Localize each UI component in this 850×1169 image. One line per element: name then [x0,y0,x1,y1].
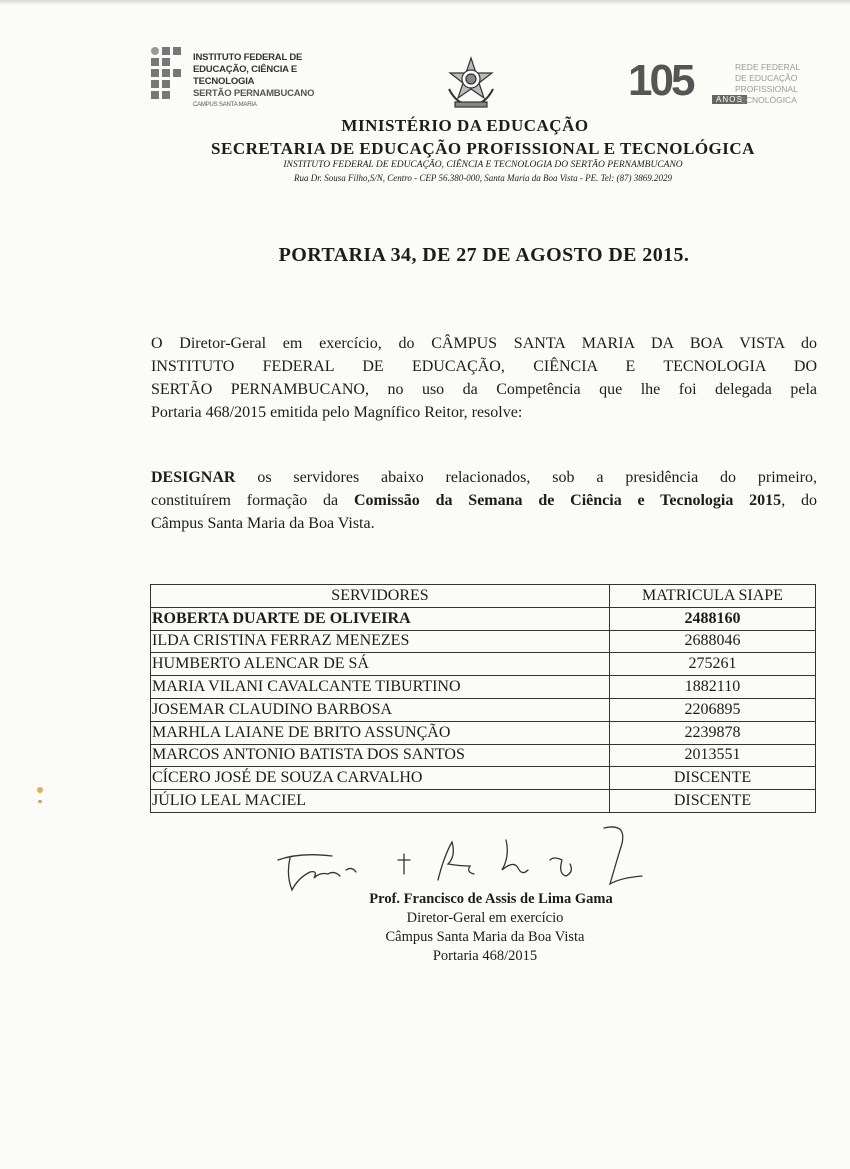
anniversary-text-line: PROFISSIONAL [735,84,798,94]
scan-speck [38,800,42,803]
server-name: MARHLA LAIANE DE BRITO ASSUNÇÃO [151,721,610,744]
column-header-matricula: MATRICULA SIAPE [610,585,816,608]
table-row [151,790,816,813]
server-siape: 2206895 [610,698,816,721]
table-row [151,676,816,699]
designation-line1-text: os servidores abaixo relacionados, sob a presidência do primeiro, [235,469,817,486]
preamble-line: Portaria 468/2015 emitida pelo Magnífico Reitor, resolve: [151,404,523,421]
coat-of-arms-icon [443,55,499,111]
anniversary-text-line: REDE FEDERAL [735,62,801,72]
ministry-heading: MINISTÉRIO DA EDUCAÇÃO [341,116,589,135]
table-row [151,653,816,676]
preamble-line: SERTÃO PERNAMBUCANO, no uso da Competência que lhe foi delegada pela [151,381,817,398]
server-siape: 275261 [610,653,816,676]
institute-logo-line3: SERTÃO PERNAMBUCANO [193,88,315,99]
table-row [151,721,816,744]
server-name: CÍCERO JOSÉ DE SOUZA CARVALHO [151,767,610,790]
designation-line1 [151,466,817,489]
server-name: MARIA VILANI CAVALCANTE TIBURTINO [151,676,610,699]
server-siape: DISCENTE [610,790,816,813]
scan-speck [37,787,43,793]
preamble-paragraph [151,332,817,424]
document-title: PORTARIA 34, DE 27 DE AGOSTO DE 2015. [278,244,690,266]
table-row [151,744,816,767]
institute-logo-line1: INSTITUTO FEDERAL DE [193,52,303,63]
column-header-servidores: SERVIDORES [151,585,610,608]
designation-line2 [151,489,817,512]
designation-line2-pre: constituírem formação da [151,492,354,509]
anniversary-text-line: TECNOLÓGICA [735,95,797,105]
server-siape: 2688046 [610,630,816,653]
preamble-line: INSTITUTO FEDERAL DE EDUCAÇÃO, CIÊNCIA E TECNOLOGIA DO [151,358,817,375]
designation-verb: DESIGNAR [151,469,236,486]
anniversary-text-line: DE EDUCAÇÃO [735,73,798,83]
server-name: MARCOS ANTONIO BATISTA DOS SANTOS [151,744,610,767]
server-name: ILDA CRISTINA FERRAZ MENEZES [151,630,610,653]
secretariat-heading: SECRETARIA DE EDUCAÇÃO PROFISSIONAL E TECNOLÓGICA [211,139,755,158]
institute-address: Rua Dr. Sousa Filho,S/N, Centro - CEP 56.380-000, Santa Maria da Boa Vista - PE. Tel: (87) 3869.2029 [294,173,672,183]
servers-table [150,584,816,813]
table-header-row [151,585,816,608]
server-name: HUMBERTO ALENCAR DE SÁ [151,653,610,676]
institute-logo-line2: EDUCAÇÃO, CIÊNCIA E TECNOLOGIA [193,64,298,87]
server-name: JÚLIO LEAL MACIEL [151,790,610,813]
table-row [151,607,816,630]
signatory-role: Diretor-Geral em exercício [406,910,564,926]
server-name: JOSEMAR CLAUDINO BARBOSA [151,698,610,721]
anniversary-number: 105 [628,56,693,105]
institute-logo-line4: CAMPUS SANTA MARIA [193,102,257,108]
signatory-campus: Câmpus Santa Maria da Boa Vista [385,929,585,945]
institute-logo-grid-icon [151,47,185,105]
commission-name: Comissão da Semana de Ciência e Tecnologia 2015 [353,492,782,509]
table-row [151,767,816,790]
institute-logo [151,47,351,107]
designation-line3: Câmpus Santa Maria da Boa Vista. [151,515,375,532]
preamble-line: O Diretor-Geral em exercício, do CÂMPUS SANTA MARIA DA BOA VISTA do [151,335,817,352]
server-siape: 2488160 [610,607,816,630]
anniversary-logo [628,58,818,114]
server-name: ROBERTA DUARTE DE OLIVEIRA [151,607,610,630]
designation-paragraph [151,466,817,535]
institute-full-name: INSTITUTO FEDERAL DE EDUCAÇÃO, CIÊNCIA E TECNOLOGIA DO SERTÃO PERNAMBUCANO [283,160,683,170]
server-siape: DISCENTE [610,767,816,790]
table-row [151,698,816,721]
server-siape: 2239878 [610,721,816,744]
server-siape: 2013551 [610,744,816,767]
designation-line2-post: , do [781,492,818,509]
handwritten-signature [270,820,650,900]
table-row [151,630,816,653]
signatory-ordinance: Portaria 468/2015 [432,948,538,964]
signatory-name: Prof. Francisco de Assis de Lima Gama [369,891,613,907]
scan-edge [0,0,850,5]
anniversary-anos: ANOS [712,95,747,104]
server-siape: 1882110 [610,676,816,699]
